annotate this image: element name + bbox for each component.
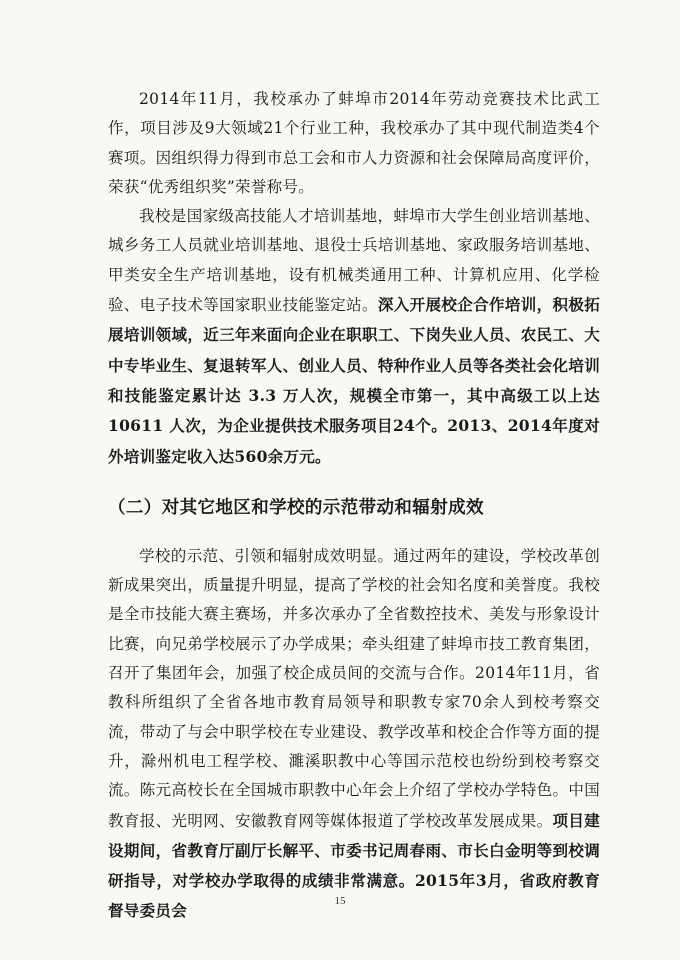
paragraph-bold-text: 深入开展校企合作培训，积极拓展培训领域，近三年来面向企业在职职工、下岗失业人员、农民工、大中专毕业生、复退转军人、创业人员、特种作业人员等各类社会化培训和技能鉴定累计达 3.3 万人次，规模全市第一，其中高级工以上达 10611 人次，为企业提供技术服务项目24个。2013、2014年度对外培训鉴定收入达560余万元。 bbox=[108, 295, 600, 466]
paragraph-text: 2014年11月，我校承办了蚌埠市2014年劳动竞赛技术比武工作，项目涉及9大领域21个行业工种，我校承办了其中现代制造类4个赛项。因组织得力得到市总工会和市人力资源和社会保障局高度评价，荣获“优秀组织奖”荣誉称号。 bbox=[108, 90, 600, 196]
page-number: 15 bbox=[334, 895, 346, 907]
paragraph-competition bbox=[108, 85, 600, 202]
paragraph-text: 学校的示范、引领和辐射成效明显。通过两年的建设，学校改革创新成果突出，质量提升明显，提高了学校的社会知名度和美誉度。我校是全市技能大赛主赛场，并多次承办了全省数控技术、美发与形象设计比赛，向兄弟学校展示了办学成果；牵头组建了蚌埠市技工教育集团，召开了集团年会，加强了校企成员间的交流与合作。2014年11月，省教科所组织了全省各地市教育局领导和职教专家70余人到校考察交流，带动了与会中职学校在专业建设、教学改革和校企合作等方面的提升，滁州机电工程学校、濉溪职教中心等国示范校也纷纷到校考察交流。陈元高校长在全国城市职教中心年会上介绍了学校办学特色。中国教育报、光明网、安徽教育网等媒体报道了学校改革发展成果。 bbox=[108, 546, 600, 830]
document-body bbox=[108, 85, 600, 927]
section-heading: （二）对其它地区和学校的示范带动和辐射成效 bbox=[108, 497, 484, 518]
paragraph-text: 我校是国家级高技能人才培训基地，蚌埠市大学生创业培训基地、城乡务工人员就业培训基地、退役士兵培训基地、家政服务培训基地、甲类安全生产培训基地，设有机械类通用工种、计算机应用、化学检验、电子技术等国家职业技能鉴定站。 bbox=[108, 207, 600, 315]
paragraph-demonstration bbox=[108, 542, 600, 927]
paragraph-training-base bbox=[108, 202, 600, 472]
paragraph-bold-text: 项目建设期间，省教育厅副厅长解平、市委书记周春雨、市长白金明等到校调研指导，对学校办学取得的成绩非常满意。2015年3月，省政府教育督导委员会 bbox=[108, 810, 600, 921]
